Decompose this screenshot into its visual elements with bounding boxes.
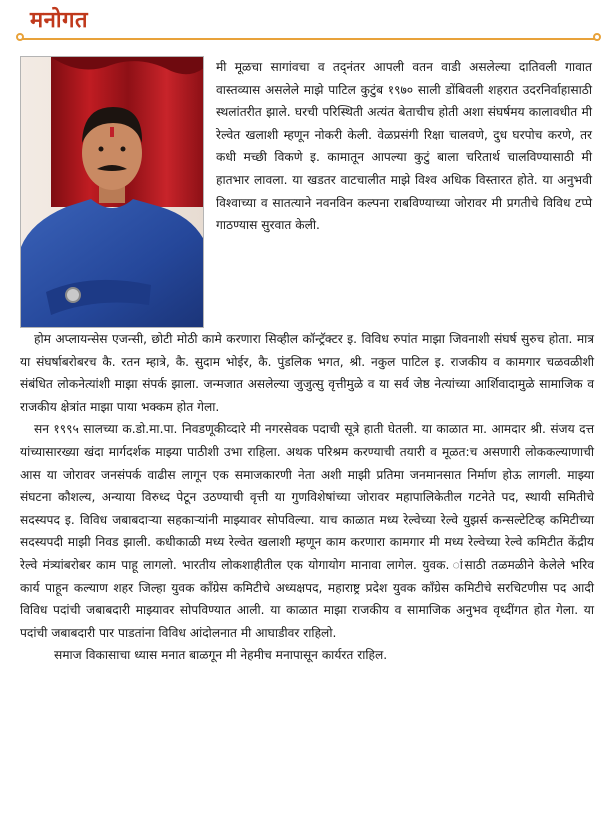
paragraph-closing: समाज विकासाचा ध्यास मनात बाळगून मी नेहमीच मनापासून कार्यरत राहिल.: [54, 648, 388, 663]
body-text: [20, 328, 594, 667]
divider-dot-left: [16, 33, 24, 41]
portrait-shirt: [21, 199, 204, 328]
paragraph-career: होम अप्लायन्सेस एजन्सी, छोटी मोठी कामे करणारा सिव्हील कॉन्ट्रॅक्टर इ. विविध रुपांत माझा जिवनाशी संघर्ष सुरुच होता. मात्र या संघर्षाबरोबरच कै. रतन म्हात्रे, कै. सुदाम भोईर, कै. पुंडलिक भगत, श्री. नकुल पाटिल इ. राजकीय व कामगार चळवळीशी संबंधित लोकनेत्यांशी माझा संपर्क झाला. जन्मजात असलेल्या जुजुत्सु वृत्तीमुळे व या सर्व जेष्ठ नेत्यांच्या आर्शिवादामुळे सामाजिक व राजकीय क्षेत्रांत माझा पाया भक्कम होत गेला.: [20, 332, 594, 414]
paragraph-political-journey: सन १९९५ सालच्या क.डो.मा.पा. निवडणूकीव्दारे मी नगरसेवक पदाची सूत्रे हाती घेतली. या काळात मा. आमदार श्री. संजय दत्त यांच्यासारख्या खंदा मार्गदर्शक माझ्या पाठीशी उभा राहिला. अथक परिश्रम करण्याची तयारी व मूळत:च असणारी लोककल्याणाची आस या जोरावर जनसंपर्क वाढीस लागून एक समाजकारणी नेता अशी माझी प्रतिमा जनमानसात निर्माण होऊ लागली. माझ्या संघटना कौशल्य, अन्याया विरुध्द पेटून उठण्याची वृत्ती या गुणविशेषांच्या जोरावर महापालिकेतील गटनेते पद, स्थायी समितीचे सदस्यपद इ. विविध जबाबदाऱ्या सहकाऱ्यांनी माझ्यावर सोपविल्या. याच काळात मध्य रेल्वेच्या रेल्वे युझर्स कन्सल्टेटिव्ह कमिटीच्या सदस्यपदी माझी निवड झाली. कधीकाळी मध्य रेल्वेत खलाशी म्हणून काम करणारा कामगार मी मध्य रेल्वेच्या रेल्वे कमिटीत केंद्रीय रेल्वे मंत्र्यांबरोबर काम पाहू लागलो. भारतीय लोकशाहीतील एक योगायोग मानावा लागेल. युवक. ांसाठी तळमळीने केलेले भरिव कार्य पाहून कल्याण शहर जिल्हा युवक कॉंग्रेस कमिटीचे अध्यक्षपद, महाराष्ट्र प्रदेश युवक कॉंग्रेस कमिटीचे सरचिटणीस पद आदी विविध पदांची जबाबदारी माझ्यावर सोपविण्यात आली. या काळात माझा राजकीय व सामाजिक अनुभव वृध्दींगत होत गेला. या पदांची जबाबदारी पार पाडतांना विविध आंदोलनात मी आघाडीवर राहिलो.: [20, 422, 594, 640]
portrait-watch: [66, 288, 80, 302]
title-divider: [20, 38, 600, 40]
divider-dot-right: [593, 33, 601, 41]
portrait-photo: [20, 56, 204, 328]
page-title: मनोगत: [30, 8, 88, 33]
intro-paragraph: मी मूळचा सागांवचा व तद्नंतर आपली वतन वाडी असलेल्या दातिवली गावात वास्तव्यास असलेले माझे पाटिल कुटुंब १९७० साली डोंबिवली शहरात उदरनिर्वाहासाठी स्थलांतरीत झाले. घरची परिस्थिती अत्यंत बेताचीच होती अशा संघर्षमय कालावधीत मी रेल्वेत खलाशी म्हणून नोकरी केली. वेळप्रसंगी रिक्षा चालवणे, दुध घरपोच करणे, तर कधी मच्छी विकणे इ. कामातून आपल्या कुटुं बाला चरितार्थ चालविण्यासाठी मी हातभार लावला. या खडतर वाटचालीत माझे विश्व अधिक विस्तारत होते. या अनुभवी विश्वाच्या व सातत्याने नवनविन कल्पना राबविण्याच्या जोरावर मी प्रगतीचे विविध टप्पे गाठण्यास सुरवात केली.: [216, 60, 592, 233]
portrait-image: [21, 57, 204, 328]
